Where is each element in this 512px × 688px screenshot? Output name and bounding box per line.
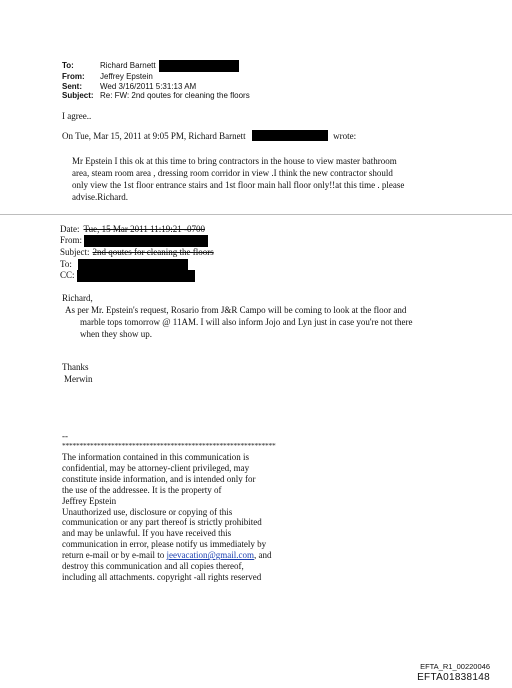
from-value: Jeffrey Epstein [100, 72, 153, 81]
header-sent-row [62, 82, 250, 92]
document-id-primary: EFTA_R1_00220046 [420, 662, 490, 671]
quoted-line: only view the 1st floor entrance stairs and 1st floor main hall floor only!!at this time . please [72, 180, 405, 190]
quote-intro-prefix: On Tue, Mar 15, 2011 at 9:05 PM, Richard Barnett [62, 131, 246, 141]
to-value: Richard Barnett [100, 61, 156, 70]
disclaimer-line: The information contained in this communication is [62, 452, 249, 462]
body-thanks: Thanks [62, 362, 89, 372]
forward-subject-value: 2nd qoutes for cleaning the floors [92, 247, 214, 258]
redaction-box [159, 60, 239, 72]
disclaimer-line: destroy this communication and all copies thereof, [62, 561, 244, 572]
body-signature: Merwin [64, 374, 93, 384]
header-to-row [62, 61, 250, 72]
to-label: To: [62, 61, 74, 70]
redaction-box [77, 270, 195, 282]
forward-cc-label: CC: [60, 269, 75, 280]
header-from-row [62, 72, 250, 82]
disclaimer-email-prefix: return e-mail or by e-mail to [62, 550, 167, 561]
quoted-line: Mr Epstein I this ok at this time to bring contractors in the house to view master bathroom [72, 156, 397, 166]
body-line: marble tops tomorrow @ 11AM. I will also inform Jojo and Lyn just in case you're not there [80, 317, 413, 327]
forward-from-label: From: [60, 235, 83, 246]
email-link[interactable]: jeevacation@gmail.com [166, 550, 254, 561]
redaction-box [78, 259, 188, 271]
body-line: As per Mr. Epstein's request, Rosario from J&R Campo will be coming to look at the floor and [65, 305, 407, 315]
forward-date-row [60, 224, 214, 235]
disclaimer-line: the use of the addressee. It is the property of [62, 484, 222, 495]
forward-date-value: Tue, 15 Mar 2011 11:19:21 -0700 [83, 224, 205, 234]
quoted-message [72, 155, 472, 203]
section-divider [0, 214, 512, 215]
subject-value: Re: FW: 2nd qoutes for cleaning the floors [100, 91, 250, 101]
subject-label: Subject: [62, 91, 94, 101]
disclaimer-line: Jeffrey Epstein [62, 495, 117, 506]
sent-value: Wed 3/16/2011 5:31:13 AM [100, 81, 197, 91]
quote-intro-suffix: wrote: [333, 131, 357, 141]
forward-subject-row [60, 247, 214, 258]
quoted-line: advise.Richard. [72, 192, 128, 202]
forward-date-label: Date: [60, 224, 80, 234]
body-salutation: Richard, [62, 293, 93, 303]
email-header [62, 61, 250, 101]
header-subject-row [62, 91, 250, 101]
document-id-secondary: EFTA01838148 [417, 672, 490, 683]
disclaimer-text [62, 452, 362, 583]
disclaimer-line: confidential, may be attorney-client privileged, may [62, 462, 250, 473]
forward-meta [60, 224, 214, 282]
redaction-box [84, 235, 208, 247]
redaction-box [252, 130, 328, 141]
disclaimer-email-line [62, 550, 362, 561]
forward-from-row [60, 235, 214, 247]
forward-to-label: To: [60, 258, 72, 269]
forward-cc-row [60, 270, 214, 282]
body-line: when they show up. [80, 329, 152, 339]
disclaimer-line: communication or any part thereof is strictly prohibited [62, 517, 262, 528]
quoted-line: area, steam room area , dressing room corridor in view .I think the new contractor should [72, 168, 393, 178]
reply-text: I agree.. [62, 111, 92, 121]
sent-label: Sent: [62, 81, 82, 91]
disclaimer-email-suffix: , and [253, 550, 272, 561]
forward-subject-label: Subject: [60, 247, 90, 258]
quote-intro [62, 130, 356, 142]
disclaimer-line: and may be unlawful. If you have received this [62, 528, 232, 539]
disclaimer-stars: ************************************************************* [62, 441, 276, 450]
disclaimer-line: Unauthorized use, disclosure or copying of this [62, 506, 233, 517]
disclaimer-dashes: -- [62, 431, 68, 441]
from-label: From: [62, 72, 85, 81]
disclaimer-line: communication in error, please notify us immediately by [62, 539, 267, 550]
disclaimer-line: including all attachments. copyright -all rights reserved [62, 571, 262, 582]
disclaimer-line: constitute inside information, and is intended only for [62, 473, 256, 484]
body-message [62, 304, 482, 340]
